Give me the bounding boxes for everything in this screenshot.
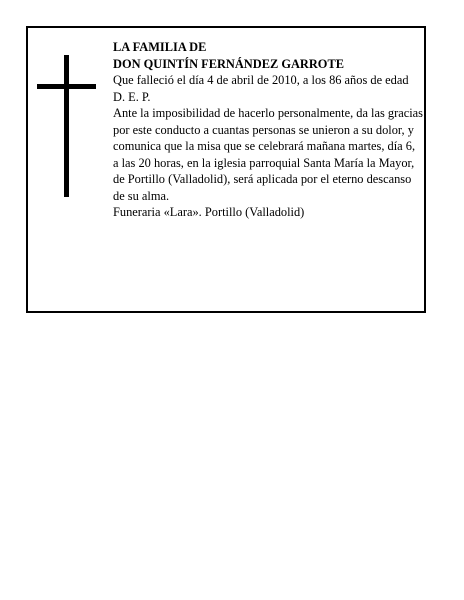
cross-vertical-bar [64, 55, 69, 197]
notice-body: Ante la imposibilidad de hacerlo personalmente, da las gracias por este conducto a cuantas personas se unieron a su dolor, y comunica que la misa que se celebrará mañana martes, día 6, a las 20 horas, en la iglesia parroquial Santa María la Mayor, de Portillo (Valladolid), será aplicada por el eterno descanso de su alma. [113, 106, 424, 203]
funeral-home: Funeraria «Lara». Portillo (Valladolid) [113, 205, 305, 219]
rest-in-peace: D. E. P. [113, 89, 151, 104]
death-statement: Que falleció el día 4 de abril de 2010, a los 86 años de edad [113, 73, 409, 87]
obituary-text [113, 39, 423, 221]
cross-horizontal-bar [37, 84, 96, 89]
heading-family: LA FAMILIA DE [113, 40, 207, 54]
heading-deceased-name: DON QUINTÍN FERNÁNDEZ GARROTE [113, 56, 344, 71]
